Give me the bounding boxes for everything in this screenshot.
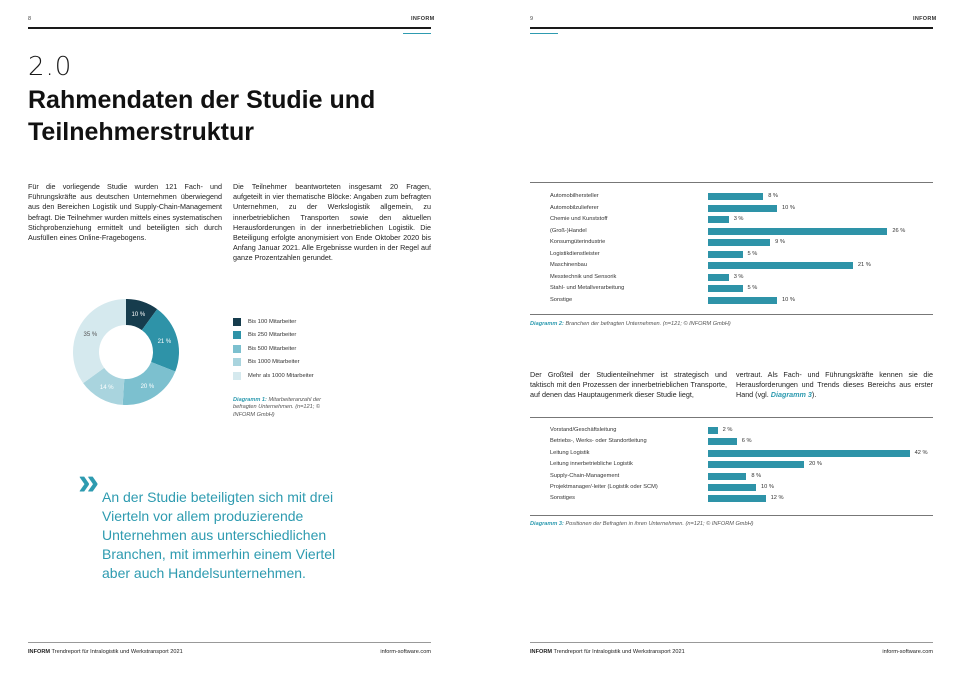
diagram1-caption-text: Mitarbeiteranzahl der befragten Unternehmen. (n=121; © INFORM GmbH)	[233, 397, 321, 418]
diagram2-caption-text: Branchen der befragten Unternehmen. (n=121; © INFORM GmbH)	[563, 321, 731, 327]
bar-value-label: 5 %	[747, 285, 758, 291]
bar-value-label: 42 %	[914, 449, 928, 456]
bar-value-label: 20 %	[809, 461, 822, 468]
bar	[708, 450, 910, 457]
bar-category-label: Projektmanager/-leiter (Logistik oder SCM)	[550, 484, 658, 490]
page-number: 8	[28, 16, 32, 22]
footer-url[interactable]: inform-software.com	[380, 649, 431, 655]
positions-text-b: ).	[811, 390, 817, 400]
bar-value-label: 3 %	[733, 273, 744, 280]
diagram2-caption	[530, 321, 933, 328]
bar-value-label: 5 %	[747, 250, 758, 257]
bar-value-label: 8 %	[768, 193, 778, 199]
diagram1-caption	[233, 397, 323, 419]
bar-category-label: Betriebs-, Werks- oder Standortleitung	[550, 438, 647, 445]
footer-brand: INFORM	[530, 649, 553, 655]
legend-item	[233, 315, 314, 329]
legend-item	[233, 356, 314, 370]
section-title: Rahmendaten der Studie und Teilnehmerstruktur	[28, 86, 376, 146]
bar-category-label: Vorstand/Geschäftsleitung	[550, 427, 617, 433]
bar	[708, 484, 756, 491]
header-rule	[530, 27, 933, 29]
donut-chart-svg	[72, 298, 180, 406]
bar-value-label: 10 %	[782, 296, 795, 303]
section-number: 2.0	[28, 52, 73, 82]
legend-swatch	[233, 331, 241, 339]
bar-category-label: Leitung innerbetriebliche Logistik	[550, 461, 633, 468]
bar	[708, 228, 887, 235]
header-rule	[28, 27, 431, 29]
legend-swatch	[233, 345, 241, 353]
bar-category-label: Sonstiges	[550, 495, 575, 502]
diagram3-caption	[530, 521, 933, 528]
positions-paragraph-2	[736, 370, 933, 401]
legend-label: Bis 1000 Mitarbeiter	[248, 359, 300, 366]
bar-value-label: 2 %	[722, 427, 733, 433]
footer-brand: INFORM	[28, 649, 51, 655]
legend-swatch	[233, 372, 241, 380]
donut-legend	[233, 315, 314, 383]
industry-bar-chart	[530, 192, 933, 306]
bar-value-label: 21 %	[857, 262, 871, 268]
footer-title	[28, 649, 183, 655]
diagram3-link[interactable]: Diagramm 3	[770, 390, 812, 400]
bar-value-label: 3 %	[733, 216, 744, 222]
bar-value-label: 10 %	[782, 204, 795, 211]
diagram2-top-rule	[530, 182, 933, 183]
legend-label: Bis 250 Mitarbeiter	[248, 332, 297, 339]
bar-category-label: Supply-Chain-Management	[550, 472, 620, 479]
bar-value-label: 26 %	[892, 227, 906, 234]
bar	[708, 193, 763, 200]
bar	[708, 205, 777, 212]
bar-category-label: Maschinenbau	[550, 262, 587, 268]
diagram2-bottom-rule	[530, 314, 933, 315]
positions-paragraph-1: Der Großteil der Studienteilnehmer ist strategisch und taktisch mit den Prozessen der innerbetrieblichen Transporte, auf denen das Hauptaugenmerk dieser Studie liegt,	[530, 370, 727, 400]
diagram3-top-rule	[530, 417, 933, 418]
bar	[708, 473, 746, 480]
footer-url[interactable]: inform-software.com	[882, 649, 933, 655]
accent-rule	[403, 33, 431, 34]
bar-value-label: 9 %	[775, 239, 785, 245]
bar-value-label: 6 %	[741, 438, 752, 445]
diagram3-caption-text: Positionen der Befragten in ihren Unternehmen. (n=121; © INFORM GmbH)	[563, 521, 754, 527]
footer-title-text: Trendreport für Intralogistik und Werkstransport 2021	[552, 649, 685, 655]
bar-category-label: Sonstige	[550, 296, 573, 303]
bar	[708, 216, 729, 223]
bar	[708, 495, 766, 502]
bar	[708, 438, 737, 445]
bar	[708, 297, 777, 304]
footer-rule	[530, 642, 933, 643]
legend-label: Bis 100 Mitarbeiter	[248, 318, 297, 325]
positions-bar-chart	[530, 426, 933, 506]
bar-category-label: Chemie und Kunststoff	[550, 216, 608, 222]
donut-slice-label: 10 %	[131, 311, 146, 318]
right-page	[480, 0, 960, 679]
donut-slice-label: 21 %	[157, 338, 172, 345]
legend-swatch	[233, 318, 241, 326]
legend-label: Bis 500 Mitarbeiter	[248, 345, 297, 352]
bar-category-label: Automobilzulieferer	[550, 204, 599, 211]
bar-value-label: 12 %	[770, 495, 784, 502]
footer-title-text: Trendreport für Intralogistik und Werkstransport 2021	[50, 649, 183, 655]
bar	[708, 251, 743, 258]
bar	[708, 461, 804, 468]
quote-mark-icon: »	[78, 461, 100, 503]
intro-paragraph-1: Für die vorliegende Studie wurden 121 Fach- und Führungskräfte aus deutschen Unternehmen überwiegend aus den Bereichen Logistik und Supply-Chain-Management befragt. Die Teilnehmer wurden mittels eines systematischen Stichprobenziehung ermittelt und beteiligten sich durch Ausfüllen eines Online-Fragebogens.	[28, 182, 222, 243]
bar-category-label: Logistikdienstleister	[550, 250, 600, 257]
bar	[708, 427, 718, 434]
bar	[708, 262, 853, 269]
page-number: 9	[530, 16, 534, 22]
bar-category-label: Konsumgüterindustrie	[550, 239, 606, 245]
legend-label: Mehr als 1000 Mitarbeiter	[248, 372, 314, 379]
intro-paragraph-2: Die Teilnehmer beantworteten insgesamt 20 Fragen, aufgeteilt in vier thematische Blöcke: Angaben zum befragten Unternehmen, zu der Werkslogistik allgemein, zu innerbetrieblichen Transporten sowie den aktuellen Herausforderungen in der innerbetrieblichen Logistik. Die Beteiligung erfolgte anonymisiert von Ende Oktober 2020 bis Anfang Januar 2021. Alle Ergebnisse wurden in der Regel auf ganze Prozentzahlen gerundet.	[233, 182, 431, 263]
donut-slice-label: 14 %	[99, 385, 114, 392]
bar-category-label: Messtechnik und Sensorik	[550, 273, 617, 280]
legend-swatch	[233, 358, 241, 366]
bar-category-label: (Groß-)Handel	[550, 227, 587, 234]
bar-category-label: Leitung Logistik	[550, 449, 590, 456]
footer-title	[530, 649, 685, 655]
header-brand: INFORM	[913, 16, 937, 22]
donut-slice	[73, 299, 126, 383]
accent-rule	[530, 33, 558, 34]
legend-item	[233, 369, 314, 383]
positions-text-a: vertraut. Als Fach- und Führungskräfte kennen sie die Herausforderungen und Trends dieses Bereichs aus erster Hand (vgl.	[736, 370, 933, 400]
legend-item	[233, 342, 314, 356]
bar	[708, 239, 770, 246]
pull-quote: An der Studie beteiligten sich mit drei Vierteln vor allem produzierende Unternehmen aus unterschiedlichen Branchen, mit immerhin einem Viertel aber auch Handelsunternehmen.	[102, 489, 336, 581]
bar-value-label: 8 %	[751, 472, 762, 479]
donut-slice-label: 35 %	[83, 331, 98, 338]
footer-rule	[28, 642, 431, 643]
donut-slice-label: 20 %	[140, 383, 155, 390]
bar-value-label: 10 %	[761, 484, 774, 490]
bar	[708, 274, 729, 281]
legend-item	[233, 329, 314, 343]
donut-chart	[72, 298, 180, 406]
bar-category-label: Stahl- und Metallverarbeitung	[550, 285, 625, 291]
diagram3-caption-label: Diagramm 3:	[530, 521, 564, 527]
diagram3-bottom-rule	[530, 515, 933, 516]
bar	[708, 285, 743, 292]
diagram1-caption-label: Diagramm 1:	[233, 397, 267, 403]
diagram2-caption-label: Diagramm 2:	[530, 321, 564, 327]
header-brand: INFORM	[411, 16, 435, 22]
bar-category-label: Automobilhersteller	[550, 193, 599, 199]
